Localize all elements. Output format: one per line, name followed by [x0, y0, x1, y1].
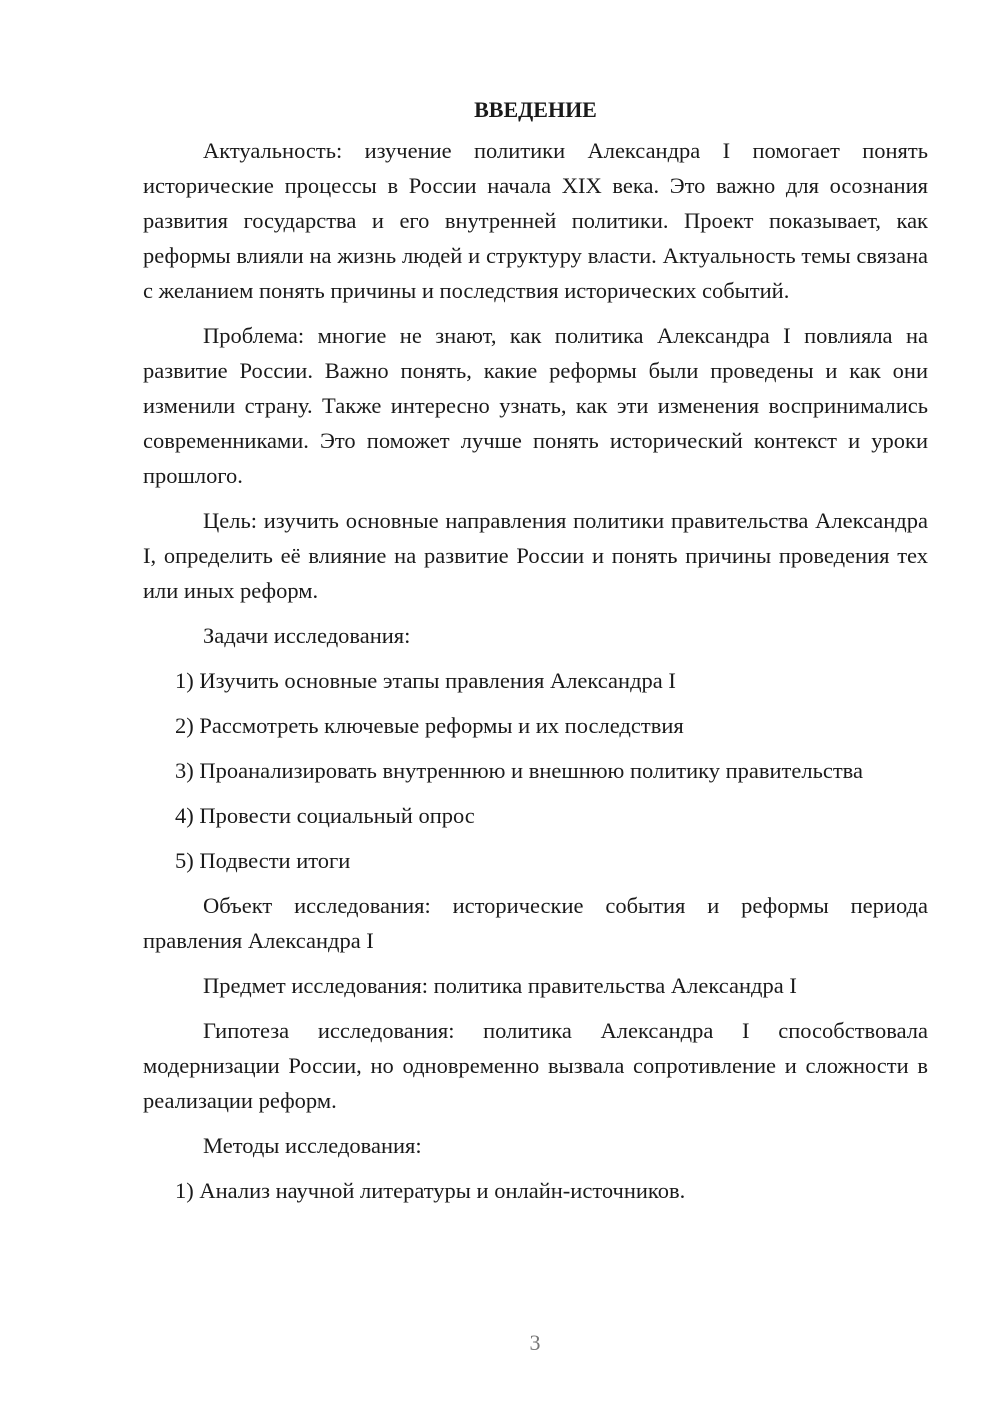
paragraph-goal: Цель: изучить основные направления политики правительства Александра I, определить её влияние на развитие России и понять причины проведения тех или иных реформ.	[143, 508, 928, 603]
task-item-3: 3) Проанализировать внутреннюю и внешнюю политику правительства	[175, 758, 863, 783]
page-body	[143, 92, 928, 1218]
methods-title: Методы исследования:	[203, 1133, 422, 1158]
paragraph-object: Объект исследования: исторические события и реформы периода правления Александра I	[143, 893, 928, 953]
task-item-4: 4) Провести социальный опрос	[175, 803, 475, 828]
paragraph-relevance: Актуальность: изучение политики Александра I помогает понять исторические процессы в России начала XIX века. Это важно для осознания развития государства и его внутренней политики. Проект показывает, как реформы влияли на жизнь людей и структуру власти. Актуальность темы связана с желанием понять причины и последствия исторических событий.	[143, 138, 928, 303]
section-heading: ВВЕДЕНИЕ	[474, 97, 597, 122]
paragraph-problem: Проблема: многие не знают, как политика Александра I повлияла на развитие России. Важно понять, какие реформы были проведены и как они изменили страну. Также интересно узнать, как эти изменения воспринимались современниками. Это поможет лучше понять исторический контекст и уроки прошлого.	[143, 323, 928, 488]
paragraph-hypothesis: Гипотеза исследования: политика Александра I способствовала модернизации России, но одновременно вызвала сопротивление и сложности в реализации реформ.	[143, 1018, 928, 1113]
task-item-5: 5) Подвести итоги	[175, 848, 351, 873]
tasks-title: Задачи исследования:	[203, 623, 411, 648]
method-item-1: 1) Анализ научной литературы и онлайн-источников.	[175, 1178, 686, 1203]
task-item-2: 2) Рассмотреть ключевые реформы и их последствия	[175, 713, 684, 738]
task-item-1: 1) Изучить основные этапы правления Александра I	[175, 668, 676, 693]
page-number: 3	[529, 1330, 541, 1355]
paragraph-subject: Предмет исследования: политика правительства Александра I	[203, 973, 797, 998]
